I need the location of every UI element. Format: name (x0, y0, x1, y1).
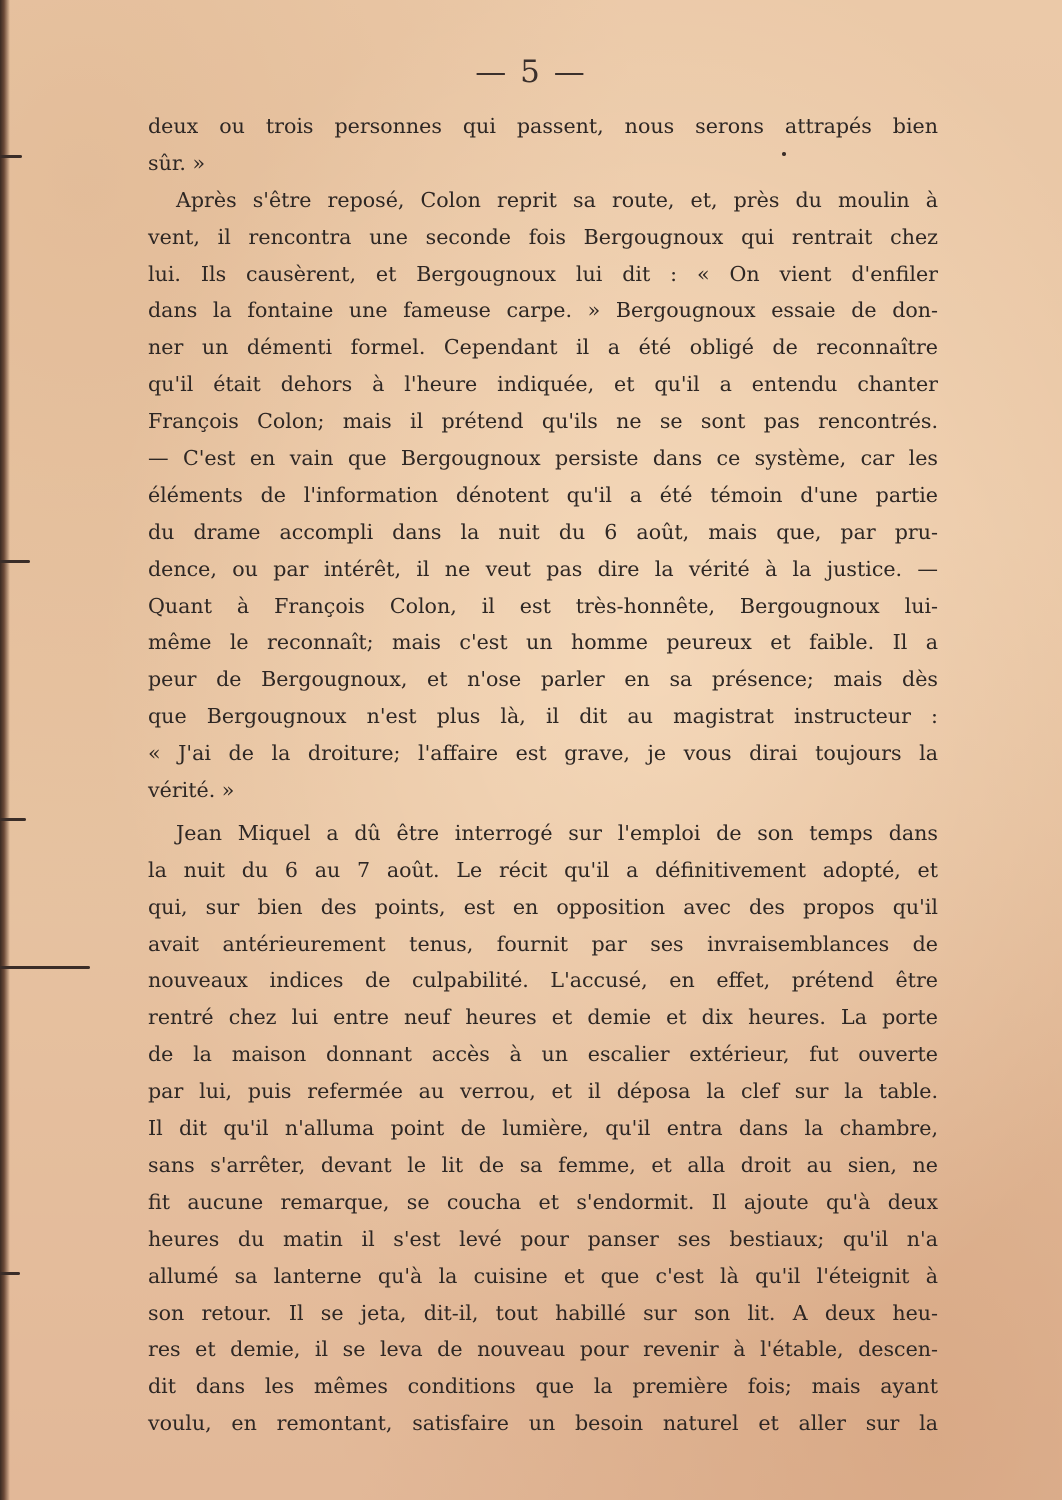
text-line: res et demie, il se leva de nouveau pour revenir à l'étable, descen- (148, 1337, 938, 1362)
text-line: « J'ai de la droiture; l'affaire est grave, je vous dirai toujours la (148, 741, 938, 766)
text-line: que Bergougnoux n'est plus là, il dit au magistrat instructeur : (148, 704, 938, 729)
text-line: qu'il était dehors à l'heure indiquée, et qu'il a entendu chanter (148, 372, 938, 397)
text-line: allumé sa lanterne qu'à la cuisine et que c'est là qu'il l'éteignit à (148, 1263, 938, 1288)
binding-mark (0, 1272, 20, 1275)
text-line: deux ou trois personnes qui passent, nous serons attrapés bien (148, 114, 938, 138)
text-line: rentré chez lui entre neuf heures et demie et dix heures. La porte (148, 1005, 938, 1030)
text-line: — C'est en vain que Bergougnoux persiste dans ce système, car les (148, 446, 938, 471)
text-line: voulu, en remontant, satisfaire un besoin naturel et aller sur la (148, 1411, 938, 1436)
text-line: son retour. Il se jeta, dit-il, tout habillé sur son lit. A deux heu- (148, 1300, 938, 1325)
text-line: avait antérieurement tenus, fournit par ses invraisemblances de (148, 931, 938, 956)
paragraph-2 (148, 182, 938, 809)
text-line: ner un démenti formel. Cependant il a été obligé de reconnaître (148, 335, 938, 360)
text-line: François Colon; mais il prétend qu'ils ne se sont pas rencontrés. (148, 409, 938, 434)
text-line: même le reconnaît; mais c'est un homme peureux et faible. Il a (148, 630, 938, 655)
text-line: éléments de l'information dénotent qu'il a été témoin d'une partie (148, 482, 938, 507)
text-line: Après s'être reposé, Colon reprit sa route, et, près du moulin à (176, 187, 938, 212)
page-number: — 5 — (475, 54, 587, 90)
text-line: par lui, puis refermée au verrou, et il déposa la clef sur la table. (148, 1079, 938, 1104)
binding-mark (0, 560, 30, 563)
text-line: dans la fontaine une fameuse carpe. » Bergougnoux essaie de don- (148, 298, 938, 323)
binding-mark (0, 818, 26, 821)
text-line: Quant à François Colon, il est très-honnête, Bergougnoux lui- (148, 593, 938, 618)
text-line: la nuit du 6 au 7 août. Le récit qu'il a définitivement adopté, et (148, 857, 938, 882)
text-line: dit dans les mêmes conditions que la première fois; mais ayant (148, 1374, 938, 1399)
binding-mark (0, 155, 22, 158)
text-line: nouveaux indices de culpabilité. L'accusé, en effet, prétend être (148, 968, 938, 993)
text-line: de la maison donnant accès à un escalier extérieur, fut ouverte (148, 1042, 938, 1067)
binding-mark (0, 966, 90, 969)
text-line: lui. Ils causèrent, et Bergougnoux lui dit : « On vient d'enfiler (148, 261, 938, 286)
text-line: Jean Miquel a dû être interrogé sur l'emploi de son temps dans (176, 820, 938, 845)
text-line: vent, il rencontra une seconde fois Bergougnoux qui rentrait chez (148, 224, 938, 249)
text-line: vérité. » (148, 778, 235, 803)
text-line: du drame accompli dans la nuit du 6 août, mais que, par pru- (148, 519, 938, 544)
text-line: sûr. » (148, 150, 206, 175)
text-line: sans s'arrêter, devant le lit de sa femme, et alla droit au sien, ne (148, 1152, 938, 1177)
page-binding-edge (0, 0, 10, 1500)
paragraph-1 (148, 108, 938, 182)
text-line: Il dit qu'il n'alluma point de lumière, qu'il entra dans la chambre, (148, 1116, 938, 1141)
text-line: peur de Bergougnoux, et n'ose parler en sa présence; mais dès (148, 667, 938, 692)
text-line: heures du matin il s'est levé pour panser ses bestiaux; qu'il n'a (148, 1226, 938, 1251)
paragraph-3 (148, 815, 938, 1442)
body-text (148, 108, 938, 1442)
text-line: dence, ou par intérêt, il ne veut pas dire la vérité à la justice. — (148, 556, 938, 581)
text-line: fit aucune remarque, se coucha et s'endormit. Il ajoute qu'à deux (148, 1189, 938, 1214)
text-line: qui, sur bien des points, est en opposition avec des propos qu'il (148, 894, 938, 919)
